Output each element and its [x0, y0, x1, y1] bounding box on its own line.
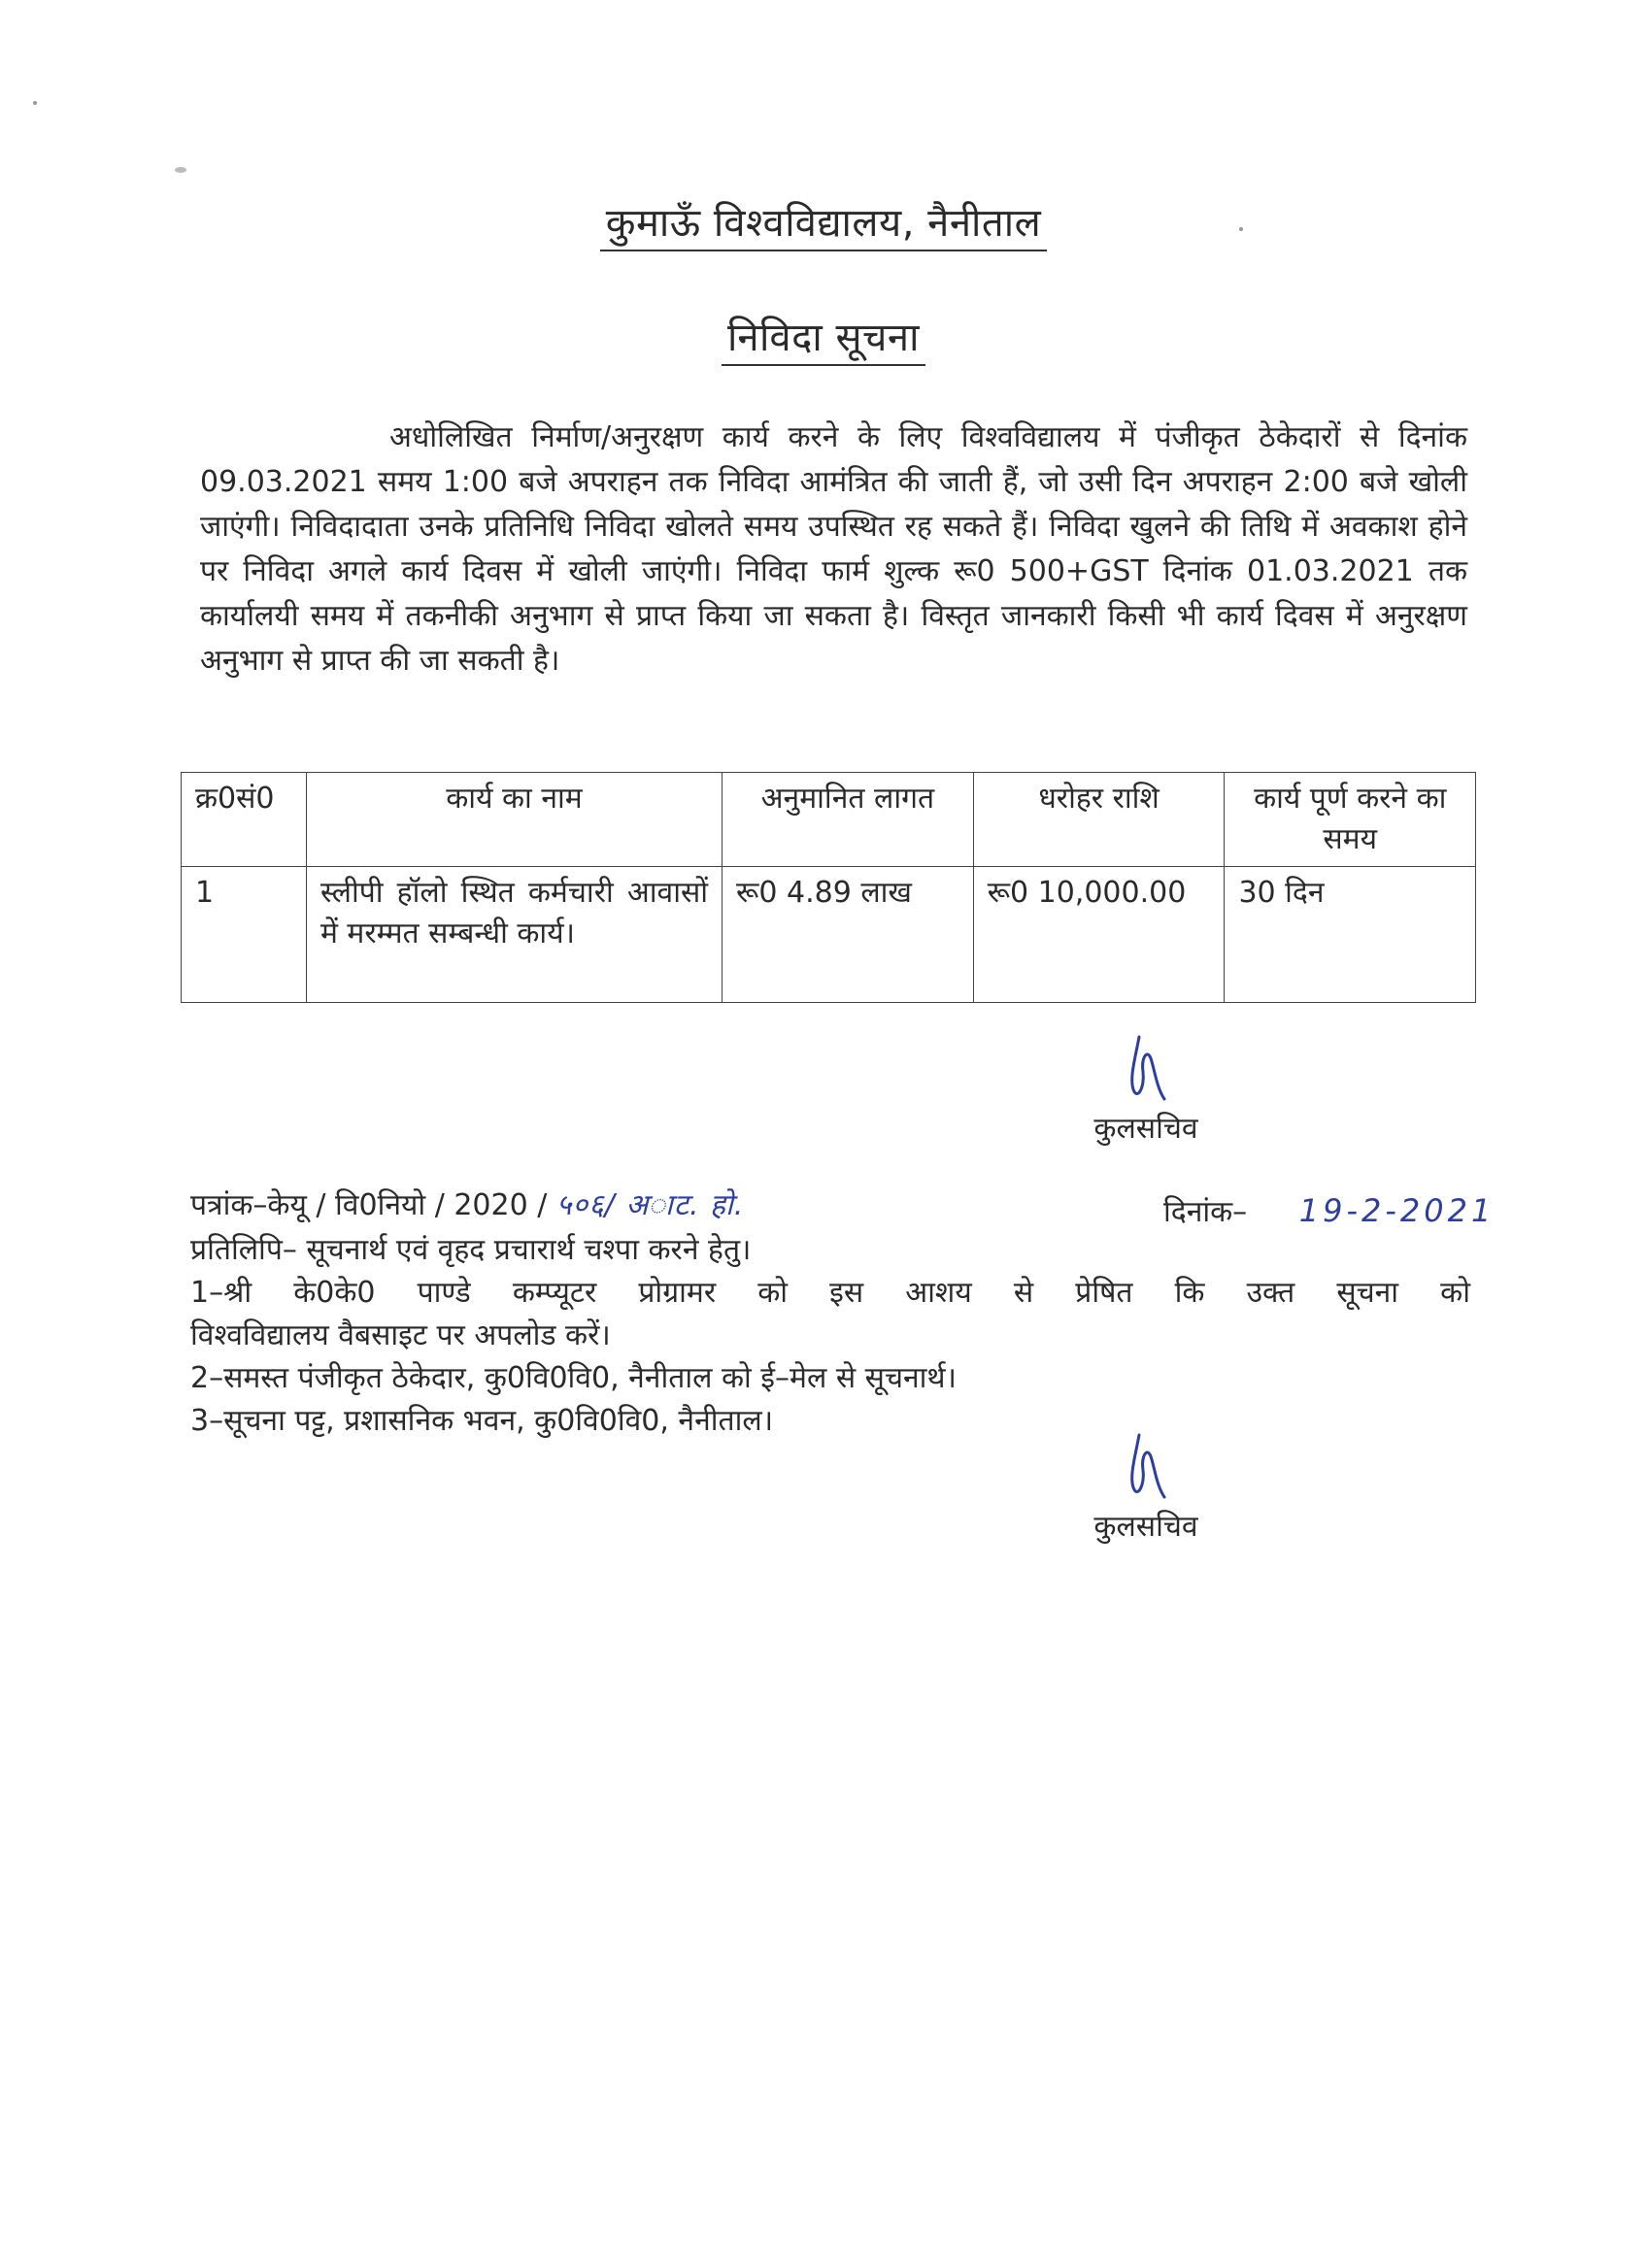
handwritten-signature-icon [1112, 1029, 1180, 1107]
reference-printed: पत्रांक–केयू / वि0नियो / 2020 / [190, 1188, 548, 1222]
cell-serial: 1 [182, 867, 307, 1003]
signatory-1-title: कुलसचिव [1093, 1112, 1198, 1146]
copy-to-list [190, 1229, 1470, 1443]
table-header-row [182, 773, 1476, 867]
reference-handwritten-number: ५०६/ अाट. हो. [555, 1188, 745, 1222]
notice-title [0, 309, 1647, 362]
copy-item-1-line-2: विश्वविद्यालय वैबसाइट पर अपलोड करें। [190, 1318, 611, 1352]
notice-title-text: निविदा सूचना [722, 316, 925, 366]
signature-block-2 [1049, 1427, 1243, 1545]
cell-completion-time: 30 दिन [1225, 867, 1476, 1003]
signatory-2-title: कुलसचिव [1093, 1510, 1198, 1544]
signature-block-1 [1049, 1029, 1243, 1147]
handwritten-date: 19-2-2021 [1298, 1192, 1496, 1229]
scan-speck [33, 101, 37, 105]
copy-item-3: 3–सूचना पट्ट, प्रशासनिक भवन, कु0वि0वि0, नैनीताल। [190, 1404, 774, 1438]
scan-speck [175, 167, 186, 173]
header-earnest-money: धरोहर राशि [973, 773, 1225, 867]
date-label: दिनांक– [1163, 1195, 1248, 1229]
header-completion-time: कार्य पूर्ण करने का समय [1225, 773, 1476, 867]
university-name [0, 194, 1647, 248]
date-line [1163, 1190, 1495, 1230]
reference-line [190, 1184, 744, 1227]
copy-intro: प्रतिलिपि– सूचनार्थ एवं वृहद प्रचारार्थ चश्पा करने हेतु। [190, 1233, 752, 1267]
university-name-text: कुमाऊँ विश्वविद्यालय, नैनीताल [600, 201, 1047, 251]
tender-table [181, 772, 1476, 1003]
header-serial: क्र0सं0 [182, 773, 307, 867]
handwritten-signature-icon [1112, 1427, 1180, 1505]
table-row [182, 867, 1476, 1003]
cell-estimated-cost: रू0 4.89 लाख [723, 867, 974, 1003]
header-estimated-cost: अनुमानित लागत [723, 773, 974, 867]
notice-body-paragraph: अधोलिखित निर्माण/अनुरक्षण कार्य करने के लिए विश्वविद्यालय में पंजीकृत ठेकेदारों से दिनांक 09.03.2021 समय 1:00 बजे अपराहन तक निविदा आमंत्रित की जाती हैं, जो उसी दिन अपराहन 2:00 बजे खोली जाएंगी। निविदादाता उनके प्रतिनिधि निविदा खोलते समय उपस्थित रह सकते हैं। निविदा खुलने की तिथि में अवकाश होने पर निविदा अगले कार्य दिवस में खोली जाएंगी। निविदा फार्म शुल्क रू0 500+GST दिनांक 01.03.2021 तक कार्यालयी समय में तकनीकी अनुभाग से प्राप्त किया जा सकता है। विस्तृत जानकारी किसी भी कार्य दिवस में अनुरक्षण अनुभाग से प्राप्त की जा सकती है। [200, 420, 1467, 678]
copy-item-1-line-1: 1–श्री के0के0 पाण्डे कम्प्यूटर प्रोग्रामर को इस आशय से प्रेषित कि उक्त सूचना को [190, 1276, 1470, 1310]
header-work-name: कार्य का नाम [306, 773, 722, 867]
cell-work-name: स्लीपी हॉलो स्थित कर्मचारी आवासों में मरम्मत सम्बन्धी कार्य। [306, 867, 722, 1003]
copy-item-2: 2–समस्त पंजीकृत ठेकेदार, कु0वि0वि0, नैनीताल को ई–मेल से सूचनार्थ। [190, 1361, 957, 1395]
cell-earnest-money: रू0 10,000.00 [973, 867, 1225, 1003]
